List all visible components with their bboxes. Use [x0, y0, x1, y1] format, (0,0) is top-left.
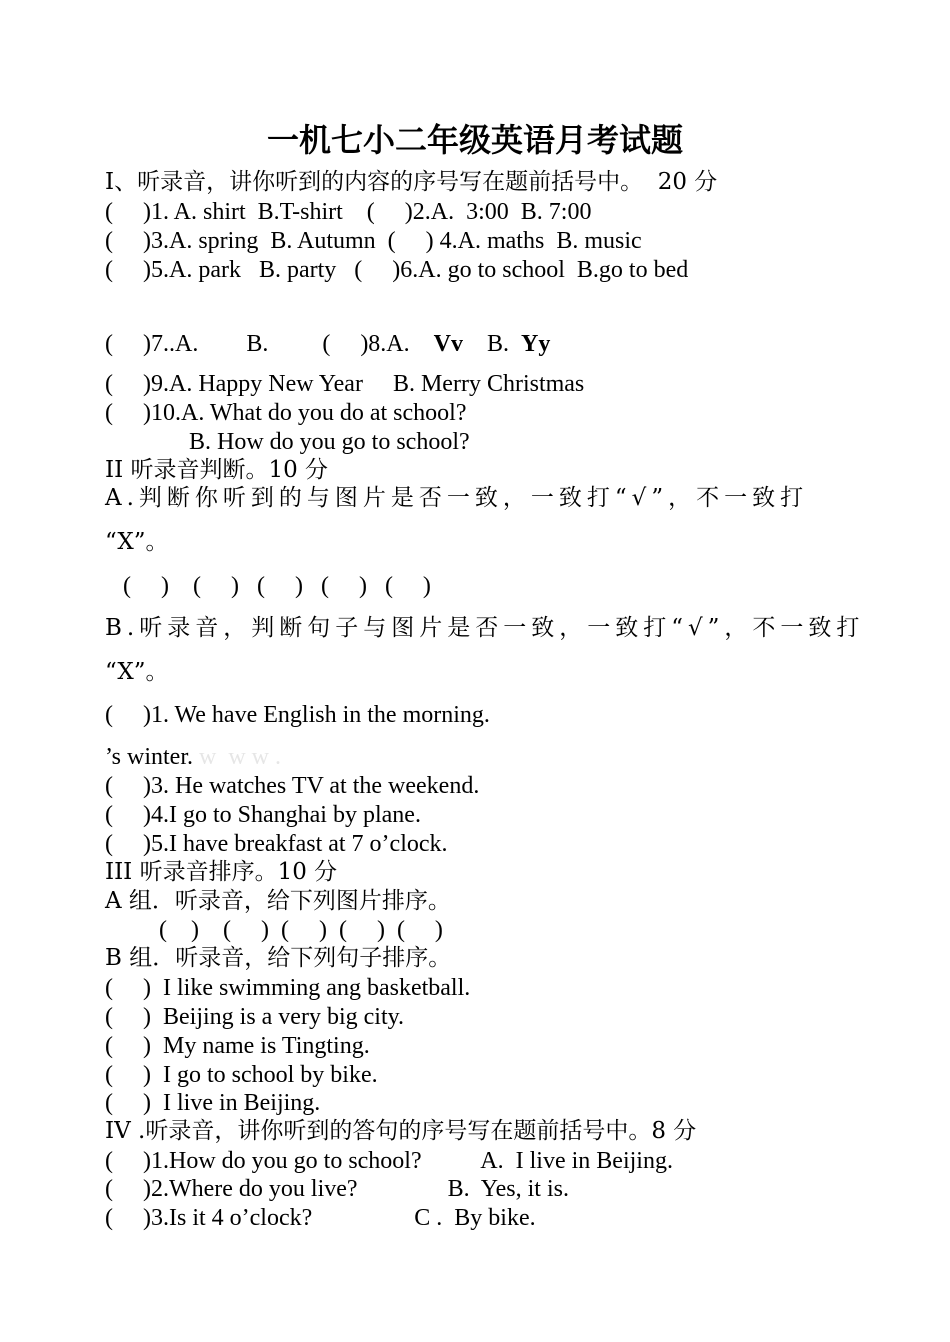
section-4-heading: IV .听录音，讲你听到的答句的序号写在题前括号中。8 分	[105, 1118, 697, 1144]
question-line: ( )3.A. spring B. Autumn ( ) 4.A. maths B. music	[105, 228, 642, 254]
question-line: ( ) Beijing is a very big city.	[105, 1004, 405, 1030]
question-line: ( )5.A. park B. party ( )6.A. go to school B.go to bed	[105, 257, 689, 283]
instruction-text: B.听录音，判断句子与图片是否一致，一致打“√”，不一致打	[105, 615, 865, 641]
letter-option: Vv	[433, 331, 463, 357]
question-line: ( )3. He watches TV at the weekend.	[105, 773, 480, 799]
instruction-text: B 组．听录音，给下列句子排序。	[105, 945, 452, 971]
question-line: ( )2.Where do you live? B. Yes, it is.	[105, 1176, 569, 1202]
question-line: ( )5.I have breakfast at 7 o’clock.	[105, 831, 448, 857]
question-line	[105, 743, 281, 771]
instruction-text: “X”。	[105, 529, 169, 555]
question-line: ( )4.I go to Shanghai by plane.	[105, 802, 421, 828]
page-title: 一机七小二年级英语月考试题	[266, 121, 683, 159]
section-1-heading: I、听录音，讲你听到的内容的序号写在题前括号中。 20 分	[105, 169, 718, 195]
question-line: ( )10.A. What do you do at school?	[105, 400, 467, 426]
section-3-heading: III 听录音排序。10 分	[105, 859, 338, 885]
question-line: ( )1.How do you go to school? A. I live in Beijing.	[105, 1148, 673, 1174]
answer-blanks: ( ) ( ) ( ) ( ) ( )	[105, 573, 431, 599]
question-line: ( )1. We have English in the morning.	[105, 702, 490, 728]
question-line: ( ) I like swimming ang basketball.	[105, 975, 471, 1001]
instruction-text: A 组．听录音，给下列图片排序。	[105, 888, 451, 914]
section-2-heading: II 听录音判断。10 分	[105, 457, 329, 483]
question-line: ( )1. A. shirt B.T-shirt ( )2.A. 3:00 B. 7:00	[105, 199, 592, 225]
question-line: ( )9.A. Happy New Year B. Merry Christmas	[105, 371, 585, 397]
question-text: B.	[462, 331, 521, 357]
question-text: ( )7..A. B. ( )8.A.	[105, 331, 434, 357]
question-text: ’s winter.	[105, 744, 193, 770]
question-line: B. How do you go to school?	[105, 429, 470, 455]
question-line: ( ) I live in Beijing.	[105, 1090, 321, 1116]
instruction-text: “X”。	[105, 659, 169, 685]
answer-blanks: ( ) ( ) ( ) ( ) ( )	[105, 917, 443, 943]
question-line: ( ) My name is Tingting.	[105, 1033, 370, 1059]
question-line	[105, 330, 550, 358]
letter-option: Yy	[521, 331, 551, 357]
watermark-text: w w w .	[193, 744, 281, 770]
instruction-text: A.判断你听到的与图片是否一致，一致打“√”，不一致打	[105, 485, 809, 511]
question-line: ( )3.Is it 4 o’clock? C . By bike.	[105, 1205, 536, 1231]
question-line: ( ) I go to school by bike.	[105, 1062, 378, 1088]
